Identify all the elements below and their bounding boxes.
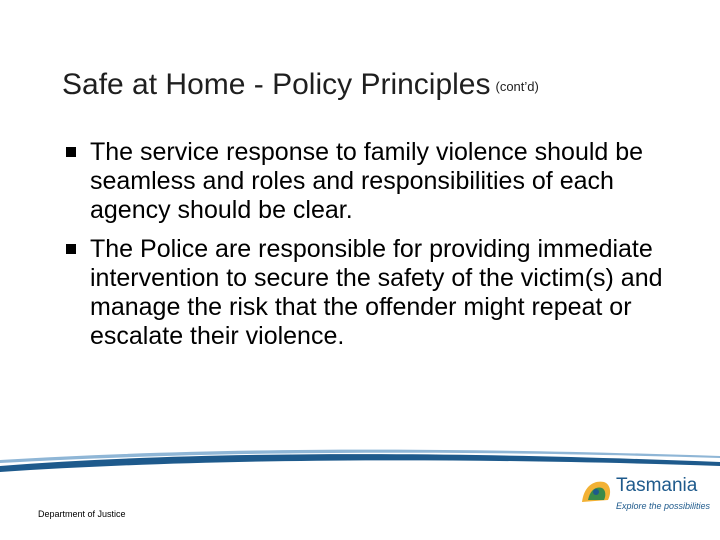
bullet-item bbox=[66, 138, 666, 225]
tasmanian-devil-icon bbox=[578, 472, 616, 510]
bullet-list bbox=[66, 138, 666, 361]
square-bullet-icon bbox=[66, 244, 76, 254]
bullet-item bbox=[66, 235, 666, 351]
logo-wordmark: Tasmania bbox=[616, 475, 698, 496]
bullet-text: The service response to family violence should be seamless and roles and responsibilities of each agency should be clear. bbox=[90, 138, 644, 224]
square-bullet-icon bbox=[66, 147, 76, 157]
slide-title bbox=[62, 68, 539, 102]
logo-tagline: Explore the possibilities bbox=[616, 501, 711, 511]
slide-title-suffix: (cont’d) bbox=[495, 79, 539, 94]
tasmania-logo bbox=[578, 470, 711, 522]
bullet-text: The Police are responsible for providing immediate intervention to secure the safety of the victim(s) and manage the risk that the offender might repeat or escalate their violence. bbox=[90, 235, 663, 350]
slide-title-text: Safe at Home - Policy Principles bbox=[62, 68, 491, 101]
footer-department: Department of Justice bbox=[38, 509, 126, 519]
